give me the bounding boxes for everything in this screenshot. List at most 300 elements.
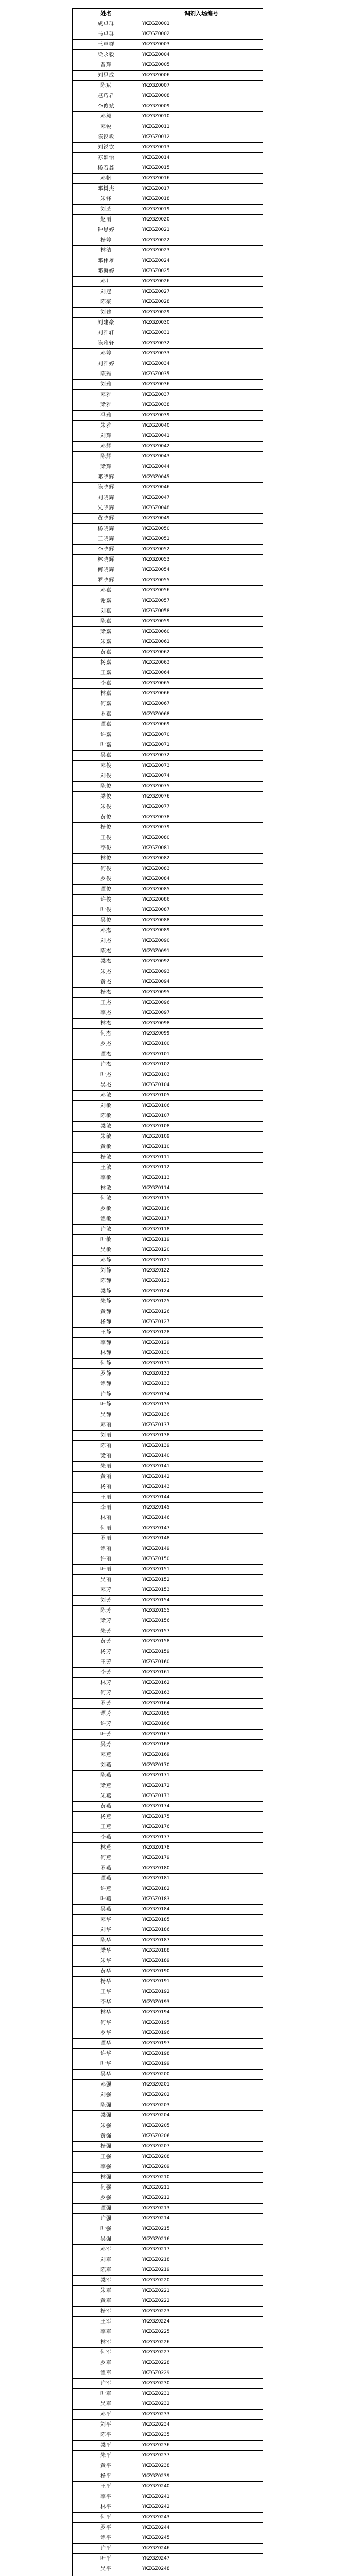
- admission-code: YKZGZ0179: [140, 1853, 263, 1863]
- table-row: [73, 1142, 263, 1153]
- table-row: [73, 1596, 263, 1606]
- admission-code: YKZGZ0095: [140, 988, 263, 998]
- admission-code: YKZGZ0192: [140, 1987, 263, 1997]
- candidate-name: 吴强: [73, 2234, 140, 2245]
- table-row: [73, 874, 263, 885]
- admission-code: YKZGZ0246: [140, 2544, 263, 2554]
- admission-code: YKZGZ0106: [140, 1101, 263, 1111]
- admission-code: YKZGZ0247: [140, 2554, 263, 2564]
- candidate-name: 陈嘉: [73, 617, 140, 627]
- candidate-name: 陈晓辉: [73, 483, 140, 493]
- table-row: [73, 771, 263, 782]
- table-row: [73, 503, 263, 514]
- candidate-name: 王燕: [73, 1822, 140, 1833]
- admission-code: YKZGZ0076: [140, 792, 263, 802]
- admission-code: YKZGZ0223: [140, 2307, 263, 2317]
- admission-code: YKZGZ0157: [140, 1626, 263, 1637]
- table-row: [73, 1760, 263, 1771]
- table-row: [73, 1328, 263, 1338]
- candidate-name: 陈静: [73, 1276, 140, 1286]
- table-row: [73, 1080, 263, 1091]
- candidate-name: 刘燕: [73, 1760, 140, 1771]
- candidate-name: 梁永毅: [73, 50, 140, 60]
- table-row: [73, 1771, 263, 1781]
- admission-code: YKZGZ0135: [140, 1400, 263, 1410]
- table-header: [73, 9, 263, 19]
- table-row: [73, 524, 263, 534]
- table-row: [73, 369, 263, 380]
- table-row: [73, 442, 263, 452]
- table-row: [73, 472, 263, 483]
- table-row: [73, 266, 263, 277]
- candidate-name: 何静: [73, 1359, 140, 1369]
- table-row: [73, 2296, 263, 2307]
- candidate-name: 杨强: [73, 2142, 140, 2152]
- admission-code: YKZGZ0121: [140, 1256, 263, 1266]
- admission-code: YKZGZ0131: [140, 1359, 263, 1369]
- candidate-name: 林敏: [73, 1183, 140, 1194]
- candidate-name: 朱晓辉: [73, 503, 140, 514]
- candidate-name: 许丽: [73, 1554, 140, 1565]
- admission-code: YKZGZ0098: [140, 1019, 263, 1029]
- admission-code: YKZGZ0141: [140, 1462, 263, 1472]
- admission-code: YKZGZ0069: [140, 720, 263, 730]
- candidate-name: 朱军: [73, 2286, 140, 2296]
- admission-code: YKZGZ0031: [140, 328, 263, 338]
- admission-code: YKZGZ0093: [140, 967, 263, 977]
- admission-code: YKZGZ0013: [140, 143, 263, 153]
- table-row: [73, 1946, 263, 1956]
- admission-code: YKZGZ0012: [140, 132, 263, 143]
- candidate-name: 赵丽: [73, 215, 140, 225]
- candidate-name: 杨俊: [73, 823, 140, 833]
- admission-code: YKZGZ0054: [140, 565, 263, 575]
- admission-code: YKZGZ0045: [140, 472, 263, 483]
- admission-code: YKZGZ0181: [140, 1874, 263, 1884]
- table-row: [73, 1235, 263, 1245]
- candidate-name: 叶静: [73, 1400, 140, 1410]
- table-row: [73, 1606, 263, 1616]
- candidate-name: 刘芳: [73, 1596, 140, 1606]
- candidate-name: 李俊斌: [73, 101, 140, 112]
- table-row: [73, 1730, 263, 1740]
- candidate-name: 许嘉: [73, 730, 140, 740]
- admission-code: YKZGZ0049: [140, 514, 263, 524]
- table-row: [73, 1637, 263, 1647]
- candidate-name: 谢嘉: [73, 596, 140, 606]
- candidate-name: 何敏: [73, 1194, 140, 1204]
- candidate-name: 黄嘉: [73, 648, 140, 658]
- table-row: [73, 2420, 263, 2430]
- candidate-name: 梁辉: [73, 462, 140, 472]
- admission-code: YKZGZ0008: [140, 91, 263, 101]
- table-row: [73, 1338, 263, 1348]
- admission-code: YKZGZ0099: [140, 1029, 263, 1039]
- candidate-name: 叶强: [73, 2224, 140, 2234]
- admission-code: YKZGZ0018: [140, 194, 263, 205]
- table-row: [73, 740, 263, 751]
- candidate-name: 梁燕: [73, 1781, 140, 1791]
- admission-code: YKZGZ0040: [140, 421, 263, 431]
- admission-code: YKZGZ0186: [140, 1925, 263, 1936]
- table-row: [73, 2100, 263, 2111]
- table-row: [73, 1431, 263, 1441]
- table-row: [73, 2204, 263, 2214]
- table-row: [73, 400, 263, 411]
- candidate-name: 吴平: [73, 2564, 140, 2574]
- admission-code: [140, 2574, 263, 2576]
- admission-code: YKZGZ0127: [140, 1317, 263, 1328]
- admission-code: YKZGZ0154: [140, 1596, 263, 1606]
- admission-code: YKZGZ0091: [140, 946, 263, 957]
- table-row: [73, 1915, 263, 1925]
- candidate-name: 李华: [73, 1997, 140, 2008]
- admission-code: YKZGZ0073: [140, 761, 263, 771]
- admission-code: YKZGZ0222: [140, 2296, 263, 2307]
- admission-code: YKZGZ0113: [140, 1173, 263, 1183]
- table-row: [73, 627, 263, 637]
- table-row: [73, 946, 263, 957]
- table-row: [73, 1853, 263, 1863]
- admission-code: YKZGZ0019: [140, 205, 263, 215]
- admission-code: YKZGZ0148: [140, 1534, 263, 1544]
- admission-code: YKZGZ0062: [140, 648, 263, 658]
- table-row: [73, 338, 263, 349]
- candidate-name: 李敏: [73, 1173, 140, 1183]
- candidate-name: 梁杰: [73, 957, 140, 967]
- admission-code: YKZGZ0080: [140, 833, 263, 843]
- table-row: [73, 2389, 263, 2399]
- candidate-name: 罗晓辉: [73, 575, 140, 586]
- table-row: [73, 2399, 263, 2410]
- admission-code: YKZGZ0037: [140, 390, 263, 400]
- admission-code: YKZGZ0046: [140, 483, 263, 493]
- admission-code: YKZGZ0243: [140, 2513, 263, 2523]
- candidate-name: 黄杰: [73, 977, 140, 988]
- table-row: [73, 1276, 263, 1286]
- candidate-name: 梁军: [73, 2276, 140, 2286]
- admission-code: YKZGZ0240: [140, 2482, 263, 2492]
- admission-code: YKZGZ0188: [140, 1946, 263, 1956]
- admission-code: YKZGZ0151: [140, 1565, 263, 1575]
- candidate-name: 邓丽: [73, 1420, 140, 1431]
- admission-code: YKZGZ0232: [140, 2399, 263, 2410]
- candidate-name: 杨杰: [73, 988, 140, 998]
- admission-code: YKZGZ0164: [140, 1699, 263, 1709]
- admission-code: YKZGZ0237: [140, 2451, 263, 2461]
- table-row: [73, 1565, 263, 1575]
- admission-code: YKZGZ0153: [140, 1585, 263, 1596]
- table-row: [73, 483, 263, 493]
- admission-code: YKZGZ0005: [140, 60, 263, 71]
- admission-code: YKZGZ0096: [140, 998, 263, 1008]
- admission-code: YKZGZ0079: [140, 823, 263, 833]
- candidate-name: 罗强: [73, 2193, 140, 2204]
- candidate-name: 叶敏: [73, 1235, 140, 1245]
- candidate-name: 叶俊: [73, 905, 140, 916]
- table-row: [73, 1019, 263, 1029]
- admission-code: YKZGZ0198: [140, 2049, 263, 2059]
- table-row: [73, 2379, 263, 2389]
- admission-code: YKZGZ0124: [140, 1286, 263, 1297]
- candidate-name: 朱平: [73, 2451, 140, 2461]
- admission-code: YKZGZ0020: [140, 215, 263, 225]
- table-row: [73, 977, 263, 988]
- candidate-name: 马卓群: [73, 29, 140, 40]
- table-row: [73, 1256, 263, 1266]
- table-row: [73, 1472, 263, 1482]
- table-row: [73, 2492, 263, 2502]
- table-row: [73, 761, 263, 771]
- admission-code: YKZGZ0047: [140, 493, 263, 503]
- admission-code: YKZGZ0169: [140, 1750, 263, 1760]
- table-row: [73, 1925, 263, 1936]
- name-column-header: 姓名: [73, 9, 140, 19]
- admission-code: YKZGZ0204: [140, 2111, 263, 2121]
- admission-code: YKZGZ0118: [140, 1225, 263, 1235]
- table-row: [73, 2461, 263, 2471]
- candidate-name: 何俊: [73, 864, 140, 874]
- table-row: [73, 1369, 263, 1379]
- candidate-name: 杨华: [73, 1977, 140, 1987]
- table-row: [73, 998, 263, 1008]
- admission-code: YKZGZ0233: [140, 2410, 263, 2420]
- table-row: [73, 1091, 263, 1101]
- candidate-name: 陈辉: [73, 452, 140, 462]
- candidate-name: 李燕: [73, 1833, 140, 1843]
- candidate-name: 钟思婷: [73, 225, 140, 235]
- candidate-name: 杨晓辉: [73, 524, 140, 534]
- admission-code: YKZGZ0120: [140, 1245, 263, 1256]
- candidate-name: 梁华: [73, 1946, 140, 1956]
- admission-code: YKZGZ0199: [140, 2059, 263, 2070]
- admission-code: YKZGZ0220: [140, 2276, 263, 2286]
- candidate-name: 谭平: [73, 2533, 140, 2544]
- candidate-name: 邓毅: [73, 112, 140, 122]
- table-row: [73, 2533, 263, 2544]
- table-row: [73, 1534, 263, 1544]
- table-row: [73, 101, 263, 112]
- table-row: [73, 1956, 263, 1967]
- admission-code: YKZGZ0087: [140, 905, 263, 916]
- candidate-name: 何华: [73, 2018, 140, 2028]
- candidate-name: 谭芳: [73, 1709, 140, 1719]
- candidate-name: 刘嘉: [73, 606, 140, 617]
- table-row: [73, 2482, 263, 2492]
- candidate-name: 刘雅: [73, 380, 140, 390]
- candidate-name: 朱雅: [73, 421, 140, 431]
- table-row: [73, 2008, 263, 2018]
- table-row: [73, 452, 263, 462]
- candidate-name: 梁雅: [73, 400, 140, 411]
- admission-code: YKZGZ0064: [140, 668, 263, 679]
- table-row: [73, 751, 263, 761]
- candidate-name: 林强: [73, 2173, 140, 2183]
- candidate-name: 邓军: [73, 2245, 140, 2255]
- candidate-name: 刘思成: [73, 71, 140, 81]
- candidate-name: 李芳: [73, 1668, 140, 1678]
- admission-code: YKZGZ0029: [140, 308, 263, 318]
- admission-code: YKZGZ0218: [140, 2255, 263, 2265]
- table-row: [73, 143, 263, 153]
- admission-roster-table: [72, 8, 263, 2576]
- table-row: [73, 184, 263, 194]
- table-row: [73, 1451, 263, 1462]
- table-row: [73, 153, 263, 163]
- table-row: [73, 81, 263, 91]
- candidate-name: 罗敏: [73, 1204, 140, 1214]
- candidate-name: 王晓辉: [73, 534, 140, 545]
- table-row: [73, 1245, 263, 1256]
- candidate-name: 朱锋: [73, 194, 140, 205]
- admission-code: YKZGZ0086: [140, 895, 263, 905]
- candidate-name: 邓婷: [73, 349, 140, 359]
- table-row: [73, 163, 263, 174]
- candidate-name: 林俊: [73, 854, 140, 864]
- candidate-name: 陈斌: [73, 81, 140, 91]
- admission-code: YKZGZ0094: [140, 977, 263, 988]
- admission-code: YKZGZ0163: [140, 1688, 263, 1699]
- candidate-name: 刘建豪: [73, 318, 140, 328]
- table-row: [73, 1554, 263, 1565]
- admission-code: YKZGZ0176: [140, 1822, 263, 1833]
- table-row: [73, 2265, 263, 2276]
- candidate-name: 邓伟雄: [73, 256, 140, 266]
- table-row: [73, 596, 263, 606]
- admission-code: YKZGZ0133: [140, 1379, 263, 1389]
- table-row: [73, 679, 263, 689]
- candidate-name: 邓俊: [73, 761, 140, 771]
- candidate-name: 谭静: [73, 1379, 140, 1389]
- admission-code: YKZGZ0007: [140, 81, 263, 91]
- candidate-name: 刘杰: [73, 936, 140, 946]
- table-row: [73, 2142, 263, 2152]
- table-row: [73, 967, 263, 977]
- admission-code: YKZGZ0182: [140, 1884, 263, 1894]
- admission-code: YKZGZ0167: [140, 1730, 263, 1740]
- admission-code: YKZGZ0143: [140, 1482, 263, 1493]
- admission-code: YKZGZ0178: [140, 1843, 263, 1853]
- table-row: [73, 2039, 263, 2049]
- table-row: [73, 1513, 263, 1523]
- admission-code: YKZGZ0195: [140, 2018, 263, 2028]
- table-row: [73, 1194, 263, 1204]
- candidate-name: 陈俊: [73, 782, 140, 792]
- table-row: [73, 2234, 263, 2245]
- admission-code: YKZGZ0034: [140, 359, 263, 369]
- candidate-name: 许芳: [73, 1719, 140, 1730]
- candidate-name: 刘敏: [73, 1101, 140, 1111]
- admission-code: YKZGZ0190: [140, 1967, 263, 1977]
- table-row: [73, 1266, 263, 1276]
- admission-code: YKZGZ0248: [140, 2564, 263, 2574]
- table-row: [73, 1678, 263, 1688]
- admission-code: YKZGZ0056: [140, 586, 263, 596]
- table-row: [73, 2564, 263, 2574]
- candidate-name: 王芳: [73, 1657, 140, 1668]
- admission-code: YKZGZ0152: [140, 1575, 263, 1585]
- admission-code: YKZGZ0128: [140, 1328, 263, 1338]
- table-row: [73, 2131, 263, 2142]
- candidate-name: [73, 2574, 140, 2576]
- candidate-name: 李军: [73, 2327, 140, 2337]
- candidate-name: 黄芳: [73, 1637, 140, 1647]
- admission-code: YKZGZ0035: [140, 369, 263, 380]
- table-row: [73, 2327, 263, 2337]
- candidate-name: 刘强: [73, 2090, 140, 2100]
- candidate-name: 邓辉: [73, 442, 140, 452]
- candidate-name: 陈华: [73, 1936, 140, 1946]
- admission-code: YKZGZ0059: [140, 617, 263, 627]
- table-row: [73, 2348, 263, 2358]
- table-row: [73, 905, 263, 916]
- candidate-name: 吴杰: [73, 1080, 140, 1091]
- candidate-name: 陈丽: [73, 1441, 140, 1451]
- table-row: [73, 1987, 263, 1997]
- candidate-name: 何燕: [73, 1853, 140, 1863]
- candidate-name: 朱杰: [73, 967, 140, 977]
- candidate-name: 陈雅轩: [73, 338, 140, 349]
- candidate-name: 李嘉: [73, 679, 140, 689]
- table-row: [73, 2028, 263, 2039]
- table-row: [73, 1719, 263, 1730]
- table-row: [73, 1750, 263, 1760]
- candidate-name: 谭丽: [73, 1544, 140, 1554]
- table-row: [73, 1977, 263, 1987]
- table-row: [73, 1132, 263, 1142]
- table-row: [73, 308, 263, 318]
- table-row: [73, 1420, 263, 1431]
- table-row: [73, 2255, 263, 2265]
- table-row: [73, 1740, 263, 1750]
- candidate-name: 李平: [73, 2492, 140, 2502]
- admission-code: YKZGZ0147: [140, 1523, 263, 1534]
- candidate-name: 黄俊: [73, 812, 140, 823]
- table-row: [73, 823, 263, 833]
- candidate-name: 陈杰: [73, 946, 140, 957]
- table-row: [73, 1863, 263, 1874]
- table-row: [73, 1544, 263, 1554]
- candidate-name: 许燕: [73, 1884, 140, 1894]
- table-row: [73, 246, 263, 256]
- candidate-name: 黄华: [73, 1967, 140, 1977]
- admission-code: YKZGZ0081: [140, 843, 263, 854]
- admission-code: YKZGZ0150: [140, 1554, 263, 1565]
- table-row: [73, 2286, 263, 2296]
- table-row: [73, 1967, 263, 1977]
- table-row: [73, 812, 263, 823]
- admission-code: YKZGZ0033: [140, 349, 263, 359]
- admission-code: YKZGZ0171: [140, 1771, 263, 1781]
- table-row: [73, 689, 263, 699]
- candidate-name: 王杰: [73, 998, 140, 1008]
- table-row: [73, 2471, 263, 2482]
- candidate-name: 黄静: [73, 1307, 140, 1317]
- table-row: [73, 957, 263, 967]
- admission-code: YKZGZ0002: [140, 29, 263, 40]
- candidate-name: 李丽: [73, 1503, 140, 1513]
- table-row: [73, 2018, 263, 2028]
- admission-code: YKZGZ0226: [140, 2337, 263, 2348]
- candidate-name: 李俊: [73, 843, 140, 854]
- table-row: [73, 720, 263, 730]
- code-column-header: 调剂入场编号: [140, 9, 263, 19]
- table-row: [73, 843, 263, 854]
- candidate-name: 朱强: [73, 2121, 140, 2131]
- table-row: [73, 2049, 263, 2059]
- admission-code: YKZGZ0211: [140, 2183, 263, 2193]
- candidate-name: 成卓群: [73, 19, 140, 29]
